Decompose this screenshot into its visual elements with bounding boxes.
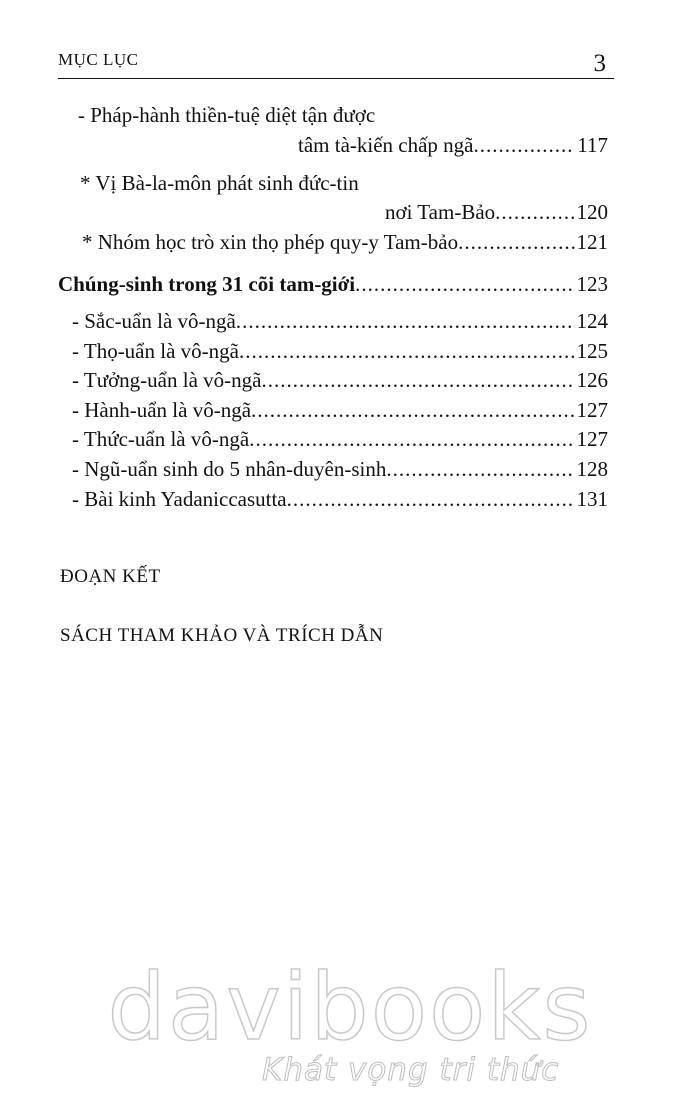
toc-entry-title: - Bài kinh Yadaniccasutta — [72, 487, 287, 511]
toc-entry-page: 128 — [576, 457, 608, 481]
leader-dots — [474, 132, 576, 158]
leader-dots — [287, 486, 575, 512]
toc-entry-title: - Ngũ-uẩn sinh do 5 nhân-duyên-sinh — [72, 457, 387, 481]
toc-entry — [72, 397, 608, 423]
toc-entry-page: 131 — [576, 487, 608, 511]
leader-dots — [386, 456, 574, 482]
chapter-entry — [58, 271, 608, 297]
toc-entry-title: - Thức-uẩn là vô-ngã — [72, 427, 250, 451]
leader-dots — [236, 308, 575, 334]
page-number: 3 — [593, 50, 606, 77]
leader-dots — [355, 271, 574, 297]
leader-dots — [261, 367, 574, 393]
watermark-brand: davibooks — [107, 954, 593, 1061]
toc-entry — [385, 199, 608, 225]
toc-entry — [72, 338, 608, 364]
toc-entry-page: 120 — [576, 200, 608, 224]
page-header — [58, 50, 614, 80]
toc-entry-title: - Hành-uẩn là vô-ngã — [72, 398, 252, 422]
leader-dots — [251, 397, 574, 423]
toc-entry-title: - Tưởng-uẩn là vô-ngã — [72, 368, 262, 392]
toc-entry-page: 127 — [576, 427, 608, 451]
section-heading-references: SÁCH THAM KHẢO VÀ TRÍCH DẪN — [60, 625, 384, 646]
toc-entry-title: tâm tà-kiến chấp ngã — [298, 133, 474, 157]
toc-entry — [72, 426, 608, 452]
watermark-tagline: Khát vọng tri thức — [262, 1052, 560, 1088]
toc-entry — [298, 132, 608, 158]
header-rule — [58, 78, 614, 79]
toc-entry — [72, 367, 608, 393]
toc-entry-page: 126 — [576, 368, 608, 392]
leader-dots — [249, 426, 574, 452]
section-heading-conclusion: ĐOẠN KẾT — [60, 566, 161, 587]
toc-entry-text: * Vị Bà-la-môn phát sinh đức-tin — [80, 171, 359, 195]
section-label: MỤC LỤC — [58, 50, 139, 69]
toc-entry-page: 127 — [576, 398, 608, 422]
toc-entry-title: nơi Tam-Bảo — [385, 200, 496, 224]
toc-entry-page: 121 — [576, 230, 608, 254]
chapter-page: 123 — [576, 272, 608, 296]
toc-entry — [82, 229, 608, 255]
toc-entry — [72, 456, 608, 482]
toc-entry — [72, 486, 608, 512]
toc-entry-text: - Pháp-hành thiền-tuệ diệt tận được — [78, 103, 376, 127]
leader-dots — [495, 199, 574, 225]
toc-entry-page: 125 — [576, 339, 608, 363]
toc-entry-title: - Thọ-uẩn là vô-ngã — [72, 339, 239, 363]
toc-entry-title: - Sắc-uẩn là vô-ngã — [72, 309, 236, 333]
leader-dots — [458, 229, 574, 255]
chapter-title: Chúng-sinh trong 31 cõi tam-giới — [58, 272, 356, 296]
toc-entry — [72, 308, 608, 334]
toc-entry-page: 124 — [576, 309, 608, 333]
toc-entry-title: * Nhóm học trò xin thọ phép quy-y Tam-bảo — [82, 230, 459, 254]
toc-entry-page: 117 — [577, 133, 608, 157]
watermark — [0, 954, 700, 1098]
leader-dots — [239, 338, 575, 364]
